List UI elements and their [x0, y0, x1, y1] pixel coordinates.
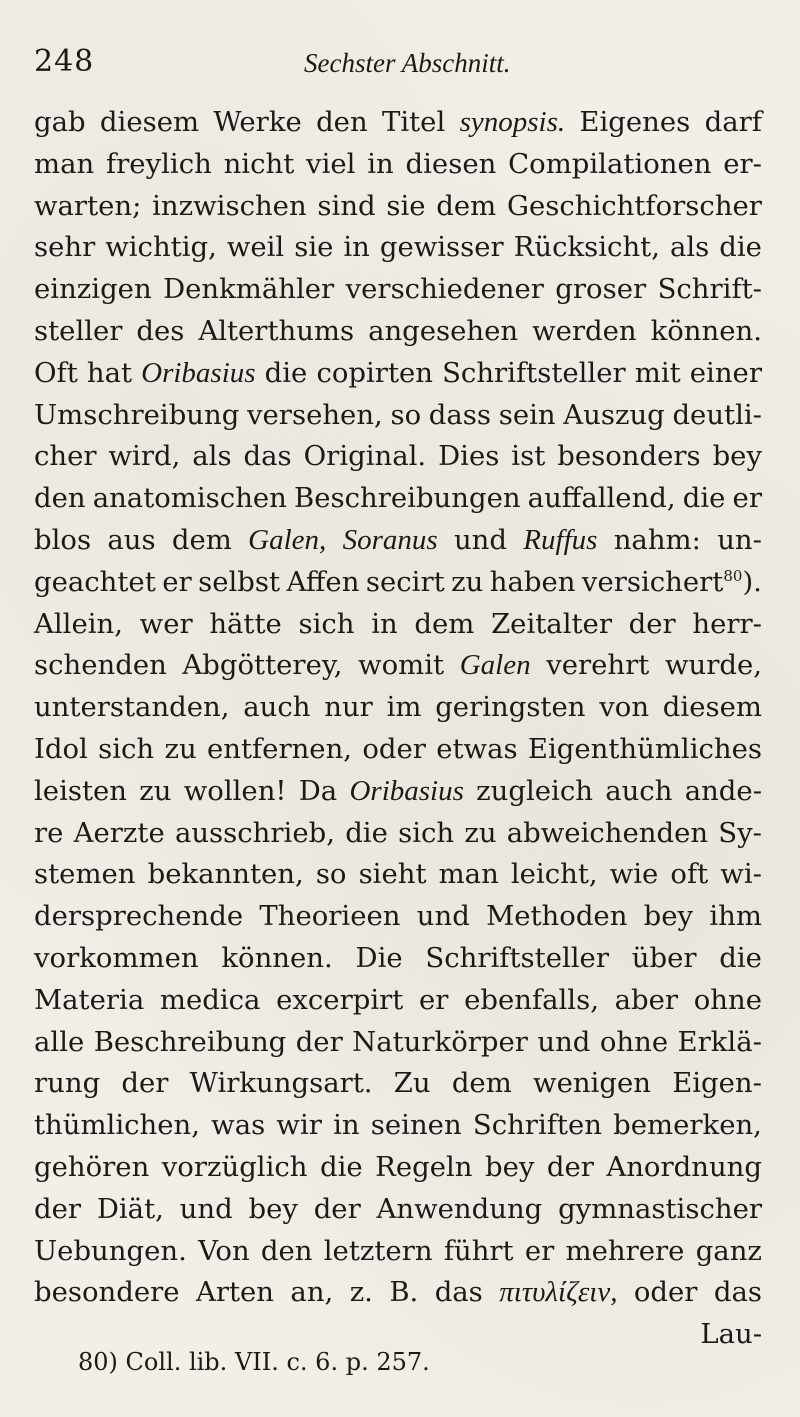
text-line [34, 858, 762, 900]
word: deutli- [672, 398, 762, 431]
word: können. [221, 941, 333, 974]
word: bey [248, 1192, 298, 1225]
word: rung [34, 1067, 101, 1100]
word: die [719, 231, 762, 264]
word: viel [306, 147, 356, 180]
text-line [34, 1067, 762, 1109]
text-line [34, 817, 762, 859]
word: dem [414, 607, 475, 640]
body-text [34, 106, 762, 1360]
word: Regeln [375, 1150, 473, 1183]
word: Oft [34, 356, 78, 389]
word: den [260, 1234, 313, 1267]
word: in [343, 231, 370, 264]
word: einzigen [34, 273, 152, 306]
word: Titel [381, 106, 446, 138]
word: als [192, 440, 232, 473]
word: bey [712, 440, 762, 473]
text-line [34, 524, 762, 566]
word: er [162, 565, 192, 598]
word: Uebungen. [34, 1234, 187, 1267]
word: gehören [34, 1150, 150, 1183]
word: nahm: [613, 523, 701, 556]
word: nur [324, 691, 373, 724]
text-line [34, 900, 762, 942]
word: vorzüglich [161, 1150, 308, 1183]
word: selbst [198, 565, 281, 598]
word: Galen [459, 649, 531, 682]
word: Aerzte [73, 816, 165, 849]
word: bey [484, 1150, 535, 1183]
text-line [34, 942, 762, 984]
word: inzwischen [152, 189, 307, 222]
word: Anwendung [376, 1192, 543, 1225]
word: die [345, 816, 388, 849]
word: der [34, 1192, 82, 1225]
word: womit [358, 649, 445, 682]
word: oft [670, 858, 709, 891]
word: im [386, 691, 422, 724]
page-header [34, 40, 760, 84]
word: Compilationen [508, 147, 712, 180]
word: leicht, [510, 858, 598, 891]
word: die [682, 482, 726, 515]
word: oder [362, 732, 426, 765]
word: Beschreibung [93, 1025, 287, 1058]
word: er [524, 1234, 555, 1267]
word: Theorieen [259, 900, 401, 933]
word: dem [436, 189, 497, 222]
word: Auszug [563, 398, 665, 431]
word: bemerken, [613, 1109, 762, 1142]
word: das [434, 1276, 483, 1309]
word: Schriften [472, 1109, 602, 1142]
word: freylich [105, 147, 212, 180]
word: groser [555, 273, 647, 306]
text-line [34, 1109, 762, 1151]
word: excerpirt [276, 983, 404, 1016]
word: er [418, 983, 449, 1016]
word: Naturkörper [352, 1025, 528, 1058]
text-line [34, 1151, 762, 1193]
text-line [34, 148, 762, 190]
word: synopsis. [459, 106, 566, 138]
word: sehr [34, 231, 96, 264]
word: der [295, 1025, 343, 1058]
word: thümlichen, [34, 1109, 200, 1142]
text-line [34, 1235, 762, 1277]
word: Rücksicht, [513, 231, 660, 264]
word: Ruffus [523, 523, 598, 556]
word: diesem [99, 106, 200, 138]
word: der [628, 607, 676, 640]
word: auffallend, [527, 482, 676, 515]
text-line [34, 649, 762, 691]
word: Original. [303, 440, 427, 473]
word: steller [34, 314, 123, 347]
word: wer [139, 607, 193, 640]
word: dem [171, 523, 232, 556]
word: das [243, 440, 292, 473]
word: anatomischen [92, 482, 287, 515]
word: oder [633, 1276, 698, 1309]
word: mit [634, 356, 681, 389]
word: Lau- [700, 1318, 762, 1351]
text-line [34, 733, 762, 775]
word: angesehen [368, 314, 519, 347]
word: diesem [662, 691, 762, 724]
running-head: Sechster Abschnitt. [304, 48, 511, 78]
word: haben [489, 565, 576, 598]
word: Erklä- [677, 1025, 762, 1058]
text-line [34, 1193, 762, 1235]
word: sieht [358, 858, 427, 891]
text-line [34, 357, 762, 399]
word: bey [643, 900, 694, 933]
word: des [136, 314, 185, 347]
word: Umschreibung [34, 398, 240, 431]
word: die [319, 1150, 363, 1183]
text-line [34, 984, 762, 1026]
word: Wirkungsart. [189, 1067, 373, 1100]
word: und [416, 900, 470, 933]
word: wi- [720, 858, 762, 891]
word: Arten [195, 1276, 275, 1309]
word: Idol [34, 732, 88, 765]
word: Oribasius [141, 356, 256, 389]
word: Schriftsteller [425, 941, 609, 974]
word: sich [398, 816, 455, 849]
word: ihm [709, 900, 762, 933]
word: Materia [34, 983, 145, 1016]
word: diesen [405, 147, 497, 180]
word: versehen, [247, 398, 383, 431]
word: wie [609, 858, 659, 891]
word: wird, [108, 440, 181, 473]
word: wollen! [183, 774, 287, 807]
word: von [599, 691, 650, 724]
word: Geschichtforscher [507, 189, 762, 222]
word: dass [428, 398, 492, 431]
text-line [34, 190, 762, 232]
word: man [438, 858, 499, 891]
word: die [264, 356, 308, 389]
word: Alterthums [198, 314, 355, 347]
word: und [453, 523, 507, 556]
word: so [315, 858, 347, 891]
word: als [669, 231, 710, 264]
word: sich [98, 732, 155, 765]
word: ist [511, 440, 546, 473]
word: er [732, 482, 762, 515]
word: Anordnung [606, 1150, 762, 1183]
word: besonders [557, 440, 701, 473]
word: Eigenes [579, 106, 691, 138]
text-line [34, 273, 762, 315]
word: der [546, 1150, 594, 1183]
word: und [537, 1025, 591, 1058]
word: geringsten [435, 691, 586, 724]
word: man [34, 147, 95, 180]
text-line [34, 399, 762, 441]
word: entfernen, [206, 732, 353, 765]
word: was [211, 1109, 266, 1142]
word: etwas [436, 732, 518, 765]
word: schenden [34, 649, 167, 682]
text-line [34, 1026, 762, 1068]
word: Sy- [718, 816, 762, 849]
word: hat [86, 356, 133, 389]
word: aus [107, 523, 156, 556]
word: Zeitalter [491, 607, 612, 640]
word: vorkommen [34, 941, 199, 974]
word: bekannten, [147, 858, 304, 891]
word: zu [164, 732, 197, 765]
word: wurde, [664, 649, 762, 682]
word: zu [451, 565, 484, 598]
text-line [34, 106, 762, 148]
word: z. [349, 1276, 373, 1309]
word: wichtig, [105, 231, 217, 264]
word: Werke [213, 106, 302, 138]
word: wir [276, 1109, 322, 1142]
footnote-ref: 80 [723, 566, 743, 585]
word: Abgötterey, [182, 649, 343, 682]
text-line [34, 566, 762, 608]
word: unterstanden, [34, 691, 230, 724]
word: einer [689, 356, 762, 389]
word: wenigen [533, 1067, 651, 1100]
word: in [371, 607, 398, 640]
word: Allein, [34, 607, 123, 640]
footnote: 80) Coll. lib. VII. c. 6. p. 257. [78, 1348, 430, 1376]
word: warten; [34, 189, 142, 222]
text-line [34, 775, 762, 817]
word: auch [243, 691, 311, 724]
word: Zu [393, 1067, 431, 1100]
word: verschiedener [345, 273, 544, 306]
word: zu [139, 774, 172, 807]
word: letztern [323, 1234, 433, 1267]
text-line [34, 231, 762, 273]
word: gewisser [379, 231, 504, 264]
word: der [121, 1067, 169, 1100]
word: hätte [209, 607, 282, 640]
word: die [719, 941, 762, 974]
word: cher [34, 440, 97, 473]
text-line [34, 482, 762, 524]
word: ande- [684, 774, 762, 807]
word: geachtet [34, 565, 156, 598]
word: und [179, 1192, 233, 1225]
word: Methoden [486, 900, 628, 933]
word: mehrere [565, 1234, 685, 1267]
word: re [34, 816, 64, 849]
word: Affen [286, 565, 360, 598]
word: werden [532, 314, 637, 347]
word: zugleich [476, 774, 593, 807]
word: sind [317, 189, 376, 222]
word: sie [386, 189, 426, 222]
word: alle [34, 1025, 85, 1058]
word: Oribasius [349, 774, 464, 807]
word: secirt [365, 565, 445, 598]
word: Die [355, 941, 403, 974]
word: dem [451, 1067, 512, 1100]
word: in [367, 147, 394, 180]
word: Eigenthümliches [527, 732, 762, 765]
word: Soranus [342, 523, 438, 556]
word: ganz [695, 1234, 762, 1267]
word: seinen [370, 1109, 462, 1142]
word: so [390, 398, 422, 431]
word: Von [198, 1234, 250, 1267]
text-line [34, 691, 762, 733]
word: sie [294, 231, 334, 264]
word: aber [614, 983, 679, 1016]
word: B. [389, 1276, 419, 1309]
word: Da [298, 774, 338, 807]
word: das [713, 1276, 762, 1309]
word: sich [298, 607, 355, 640]
page-number: 248 [34, 44, 95, 79]
word: leisten [34, 774, 128, 807]
word: der [313, 1192, 361, 1225]
word: versichert$^{80}$). [581, 565, 762, 598]
word: er- [723, 147, 762, 180]
word: stemen [34, 858, 136, 891]
word: besondere [34, 1276, 180, 1309]
word: nicht [223, 147, 295, 180]
text-line [34, 608, 762, 650]
word: herr- [692, 607, 762, 640]
word: Schriftsteller [442, 356, 626, 389]
word: medica [159, 983, 261, 1016]
word: abweichenden [506, 816, 709, 849]
word: darf [704, 106, 762, 138]
word: Denkmähler [163, 273, 335, 306]
word: Beschreibungen [294, 482, 521, 515]
word: blos [34, 523, 92, 556]
word: können. [650, 314, 762, 347]
word: Eigen- [672, 1067, 762, 1100]
word: führt [443, 1234, 514, 1267]
word: Galen, [248, 523, 327, 556]
word: weil [226, 231, 285, 264]
word: über [631, 941, 697, 974]
word: πιτυλίζειν, [499, 1276, 618, 1309]
text-line [34, 440, 762, 482]
word: gab [34, 106, 86, 138]
word: in [333, 1109, 360, 1142]
word: verehrt [546, 649, 650, 682]
word: an, [290, 1276, 334, 1309]
word: Diät, [96, 1192, 164, 1225]
word: dersprechende [34, 900, 244, 933]
word: ohne [599, 1025, 669, 1058]
word: ausschrieb, [174, 816, 335, 849]
word: Dies [438, 440, 500, 473]
word: zu [464, 816, 497, 849]
word: un- [717, 523, 762, 556]
word: gymnastischer [558, 1192, 762, 1225]
text-line [34, 1276, 762, 1318]
word: ebenfalls, [464, 983, 599, 1016]
word: Schrift- [657, 273, 762, 306]
word: den [34, 482, 86, 515]
word: ohne [693, 983, 762, 1016]
word: auch [605, 774, 673, 807]
word: den [316, 106, 368, 138]
word: sein [498, 398, 556, 431]
word: copirten [316, 356, 433, 389]
text-line [34, 315, 762, 357]
